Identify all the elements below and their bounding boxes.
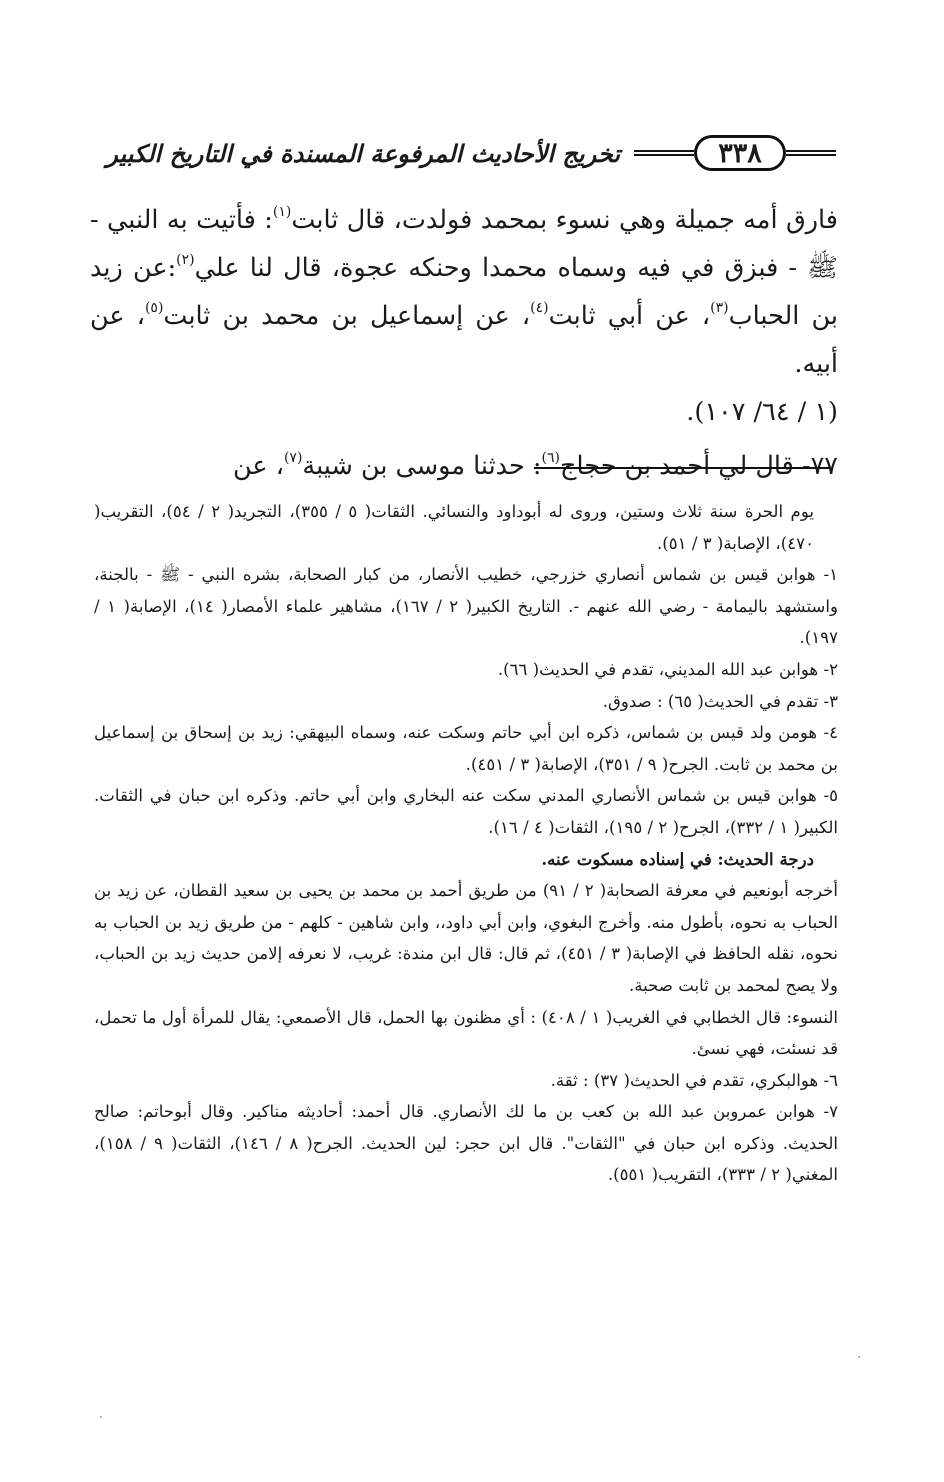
hadith-77: ٧٧- قال لي أحمد بن حجاج$^{(٦)}$: حدثنا موسى بن شيبة$^{(٧)}$، عن	[232, 450, 838, 481]
footnote-ref-6: (٦)	[541, 450, 560, 466]
footnote-ref-3: (٣)	[710, 300, 729, 316]
main-paragraph: فارق أمه جميلة وهي نسوء بمحمد فولدت، قال ثابت$^{(١)}$: فأتيت به النبي - ﷺ - فبزق في فيه وسماه محمدا وحنكه عجوة، قال لنا علي$^{(٢)}$:عن زيد بن الحباب$^{(٣)}$، عن أبي ثابت$^{(٤)}$، عن إسماعيل بن محمد بن ثابت$^{(٥)}$، عن أبيه. (١ / ٦٤/ ١٠٧).	[90, 204, 838, 427]
page-header	[92, 128, 836, 178]
footnote-4: ٤- هومن ولد قيس بن شماس، ذكره ابن أبي حاتم وسكت عنه، وسماه البيهقي: زيد بن إسحاق بن إسماعيل بن محمد بن ثابت. الجرح( ٩ / ٣٥١)، الإصابة( ٣ / ٤٥١).	[94, 723, 838, 774]
footnote-ref-1: (١)	[272, 204, 292, 220]
footnote-separator	[534, 467, 830, 469]
footnote-6: ٦- هوالبكري، تقدم في الحديث( ٣٧) : ثقة.	[550, 1070, 838, 1090]
footnote-ref-7: (٧)	[283, 450, 303, 466]
footnote-ref-4: (٤)	[530, 300, 549, 316]
footnote-2: ٢- هوابن عبد الله المديني، تقدم في الحديث( ٦٦).	[497, 659, 838, 679]
page-number-ornament	[634, 135, 836, 171]
gloss-nasu: النسوء: قال الخطابي في الغريب( ١ / ٤٠٨) : أي مظنون بها الحمل، قال الأصمعي: يقال للمرأة أول ما تحمل، قد نسئت، فهي نسئ.	[94, 1007, 838, 1059]
takhrij-paragraph: أخرجه أبونعيم في معرفة الصحابة( ٢ / ٩١) من طريق أحمد بن محمد بن يحيى بن سعيد القطان، عن زيد بن الحباب به نحوه، بأطول منه. وأخرج البغوي، وابن أبي داود،، وابن شاهين - كلهم - من طريق زيد بن الحباب به نحوه، نقله الحافظ في الإصابة( ٣ / ٤٥١)، ثم قال: قال ابن مندة: غريب، لا نعرفه إلامن حديث زيد بن الحباب، ولا يصح لمحمد بن ثابت صحبة.	[94, 881, 839, 995]
footnote-7: ٧- هوابن عمروبن عبد الله بن كعب بن ما لك الأنصاري. قال أحمد: أحاديثه مناكير. وقال أبوحاتم: صالح الحديث. وذكره ابن حبان في "الثقات". قال ابن حجر: لين الحديث. الجرح( ٨ / ١٤٦)، الثقات( ٩ / ١٥٨)، المغني( ٢ / ٣٣٣)، التقريب( ٥٥١).	[94, 1102, 838, 1185]
main-reference: (١ / ٦٤/ ١٠٧).	[686, 397, 838, 427]
page-number: ٣٣٨	[694, 135, 786, 171]
hadith-grade: درجة الحديث: في إسناده مسكوت عنه.	[541, 848, 814, 869]
footnote-continuation: يوم الحرة سنة ثلاث وستين، وروى له أبوداود والنسائي. الثقات( ٥ / ٣٥٥)، التجريد( ٢ / ٥٤)، التقريب( ٤٧٠)، الإصابة( ٣ / ٥١).	[94, 502, 815, 553]
footnotes	[94, 496, 838, 1191]
header-rule-left	[634, 150, 694, 156]
scan-speckle	[100, 1416, 102, 1418]
footnote-ref-2: (٢)	[176, 252, 195, 268]
footnote-3: ٣- تقدم في الحديث( ٦٥) : صدوق.	[602, 691, 838, 711]
footnote-ref-5: (٥)	[144, 300, 164, 316]
book-title: تخريج الأحاديث المرفوعة المسندة في التاريخ الكبير	[106, 138, 620, 168]
footnote-5: ٥- هوابن قيس بن شماس الأنصاري المدني سكت عنه البخاري وابن أبي حاتم. وذكره ابن حبان في الثقات. الكبير( ١ / ٣٣٢)، الجرح( ٢ / ١٩٥)، الثقات( ٤ / ١٦).	[94, 786, 838, 837]
header-rule-right	[786, 150, 836, 156]
main-text	[90, 196, 838, 490]
scan-speckle	[858, 1356, 860, 1358]
footnote-1: ١- هوابن قيس بن شماس أنصاري خزرجي، خطيب الأنصار، من كبار الصحابة، بشره النبي - ﷺ - بالجنة، واستشهد باليمامة - رضي الله عنهم -. التاريخ الكبير( ٢ / ١٦٧)، مشاهير علماء الأمصار( ١٤)، الإصابة( ١ / ١٩٧).	[94, 565, 838, 648]
